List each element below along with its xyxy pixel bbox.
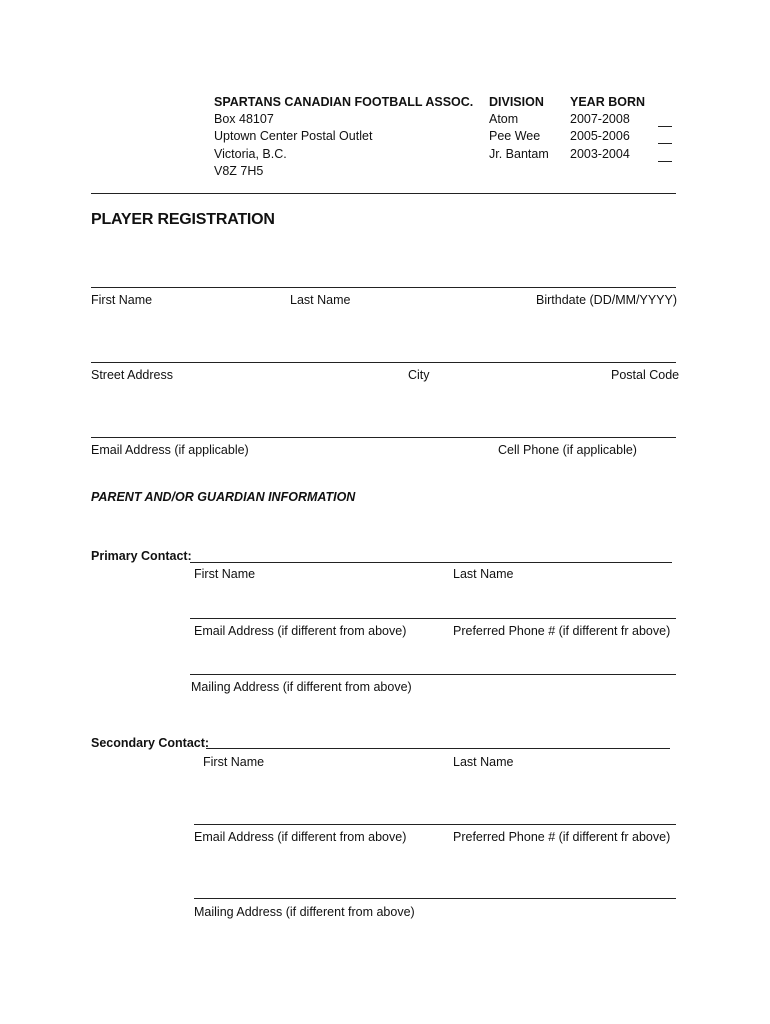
org-name: SPARTANS CANADIAN FOOTBALL ASSOC. [214, 95, 474, 109]
guardian-heading: PARENT AND/OR GUARDIAN INFORMATION [91, 490, 356, 504]
primary-last-name-label: Last Name [453, 567, 514, 581]
secondary-last-name-label: Last Name [453, 755, 514, 769]
primary-name-field[interactable] [190, 562, 672, 563]
email-label: Email Address (if applicable) [91, 443, 249, 457]
primary-email-label: Email Address (if different from above) [194, 624, 407, 638]
year-pee-wee: 2005-2006 [570, 129, 630, 143]
primary-mailing-field[interactable] [190, 674, 676, 675]
contact-field[interactable] [91, 437, 676, 438]
primary-contact-label: Primary Contact: [91, 549, 192, 563]
address-line-2: Uptown Center Postal Outlet [214, 129, 373, 143]
year-atom: 2007-2008 [570, 112, 630, 126]
division-atom-check[interactable] [658, 126, 672, 127]
division-heading: DIVISION [489, 95, 544, 109]
primary-phone-label: Preferred Phone # (if different fr above) [453, 624, 671, 638]
city-label: City [408, 368, 430, 382]
secondary-phone-label: Preferred Phone # (if different fr above) [453, 830, 671, 844]
last-name-label: Last Name [290, 293, 351, 307]
primary-mailing-label: Mailing Address (if different from above) [191, 680, 412, 694]
birthdate-label: Birthdate (DD/MM/YYYY) [536, 293, 678, 307]
secondary-first-name-label: First Name [203, 755, 265, 769]
year-jr-bantam: 2003-2004 [570, 147, 630, 161]
address-line-3: Victoria, B.C. [214, 147, 287, 161]
postal-code-label: Postal Code [611, 368, 680, 382]
division-jr-bantam: Jr. Bantam [489, 147, 549, 161]
first-name-label: First Name [91, 293, 153, 307]
player-name-field[interactable] [91, 287, 676, 288]
secondary-email-phone-field[interactable] [194, 824, 676, 825]
secondary-name-field[interactable] [206, 748, 670, 749]
address-line-1: Box 48107 [214, 112, 274, 126]
cell-phone-label: Cell Phone (if applicable) [498, 443, 637, 457]
year-born-heading: YEAR BORN [570, 95, 646, 109]
primary-first-name-label: First Name [194, 567, 256, 581]
division-atom: Atom [489, 112, 519, 126]
street-address-label: Street Address [91, 368, 173, 382]
header-divider [91, 193, 676, 194]
primary-email-phone-field[interactable] [190, 618, 676, 619]
secondary-contact-label: Secondary Contact: [91, 736, 210, 750]
secondary-mailing-label: Mailing Address (if different from above) [194, 905, 415, 919]
division-pee-wee-check[interactable] [658, 143, 672, 144]
division-jr-bantam-check[interactable] [658, 161, 672, 162]
secondary-mailing-field[interactable] [194, 898, 676, 899]
form-title: PLAYER REGISTRATION [91, 211, 275, 228]
division-pee-wee: Pee Wee [489, 129, 541, 143]
address-field[interactable] [91, 362, 676, 363]
address-line-4: V8Z 7H5 [214, 164, 264, 178]
secondary-email-label: Email Address (if different from above) [194, 830, 407, 844]
